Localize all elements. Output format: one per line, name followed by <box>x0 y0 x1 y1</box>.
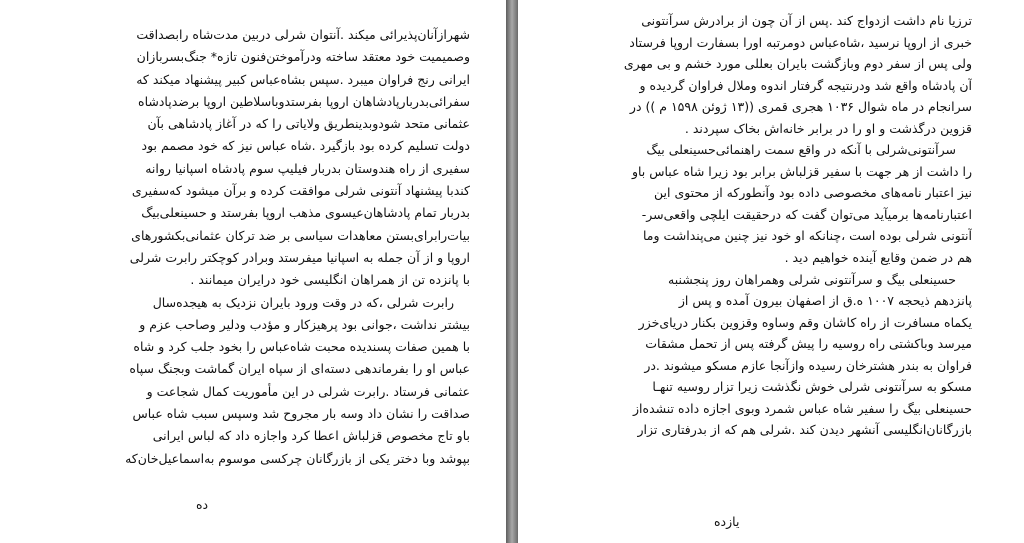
text-line: بدربار تمام پادشاهان‌عیسوی مذهب اروپا بفرستد و حسینعلی‌بیگ <box>141 205 470 221</box>
left-page-text <box>32 24 470 470</box>
right-page <box>518 0 1024 543</box>
text-line: ولی پس از سفر دوم وبازگشت بایران بعللی مورد خشم و بی مهری <box>623 56 972 72</box>
text-line: با همین صفات پسندیده محبت شاه‌عباس را بخود جلب کرد و شاه <box>133 339 470 355</box>
text-line: باو تاج مخصوص قزلباش اعطا کرد واجازه داد که لباس ایرانی <box>152 428 470 444</box>
text-line: نیز اعتبار نامه‌های مخصوصی داده بود وآنطورکه از محتوی این <box>654 185 972 201</box>
text-line: عثمانی فرستاد .رابرت شرلی در این مأموریت کمال شجاعت و <box>146 383 470 399</box>
text-line: کندبا پیشنهاد آنتونی شرلی موافقت کرده و برآن میشود که‌سفیری <box>131 183 470 199</box>
text-line: ایرانی رنج فراوان میبرد .سپس بشاه‌عباس کبیر پیشنهاد میکند که <box>136 71 470 87</box>
text-line: میرسد وباکشتی راه روسیه را پیش گرفته پس از تحمل مشقات <box>645 336 972 352</box>
text-line: صداقت را نشان داد وسه بار مجروح شد وسپس سبب شاه عباس <box>132 406 470 422</box>
text-line: مسکو به سرآنتونی شرلی خوش نگذشت زیرا تزار روسیه تنهـا <box>652 379 972 395</box>
text-line: بیشتر نداشت ،جوانی بود پرهیزکار و مؤدب ودلیر وصاحب عزم و <box>139 316 470 332</box>
text-line: با پانزده تن از همراهان انگلیسی خود درایران میمانند . <box>190 272 470 288</box>
text-line: عثمانی متحد شودوبدینطریق ولایاتی را که در آغاز پادشاهی بآن <box>147 116 470 132</box>
text-line: پانزدهم ذیحجه ۱۰۰۷ ه.ق از اصفهان بیرون آمده و پس از <box>678 293 972 309</box>
text-line: را داشت از هر جهت با سفیر قزلباش برابر بود زیرا شاه عباس باو <box>631 163 972 179</box>
text-line: سرآنتونی‌شرلی با آنکه در واقع سمت راهنمائی‌حسینعلی بیگ <box>646 142 956 158</box>
text-line: بپوشد وبا دختر یکی از بازرگانان چرکسی موسوم به‌اسماعیل‌خان‌که <box>125 450 470 466</box>
page-number: یازده <box>714 514 740 529</box>
text-line: قزوین درگذشت و او را در برابر خانه‌اش بخاک سپردند . <box>684 120 972 136</box>
text-line: ترزیا نام داشت ازدواج کند .پس از آن چون از برادرش سرآنتونی <box>641 13 972 28</box>
right-page-text <box>554 10 972 441</box>
text-line: رابرت شرلی ،که در وقت ورود بایران نزدیک به هیجده‌سال <box>152 294 454 310</box>
text-line: بیات‌رابرای‌بستن معاهدات سیاسی بر ضد ترکان عثمانی‌بکشورهای <box>131 227 470 243</box>
text-line: سفرائی‌بدربارپادشاهان اروپا بفرستدوباسلاطین اروپا برضدپادشاه <box>138 93 470 109</box>
text-line: شهرازآنان‌پذیرائی میکند .آنتوان شرلی دربین مدت‌شاه رابصداقت <box>136 27 470 42</box>
text-line: فراوان به بندر هشترخان رسیده وازآنجا عازم مسکو میشوند .در <box>644 357 972 373</box>
text-line: سفیری از راه هندوستان بدربار فیلیپ سوم پادشاه اسپانیا روانه <box>145 160 470 176</box>
text-line: خبری از اروپا نرسید ،شاه‌عباس دومرتبه اورا بسفارت اروپا فرستاد <box>629 34 972 50</box>
book-spine-divider <box>506 0 518 543</box>
page-number: ده <box>196 497 209 512</box>
text-line: حسینعلی بیگ را سفیر شاه عباس شمرد وبوی اجازه داده تنشده‌از <box>633 400 972 416</box>
text-line: اعتبارنامه‌ها برمیآید می‌توان گفت که درحقیقت ایلچی واقعی‌سر- <box>641 206 972 222</box>
text-line: وصمیمیت خود معتقد ساخته ودرآموختن‌فنون تازه* جنگ‌بسربازان <box>136 49 470 65</box>
text-line: حسینعلی بیگ و سرآنتونی شرلی وهمراهان روز پنجشنبه <box>668 271 956 287</box>
left-page <box>0 0 506 543</box>
text-line: آنتونی شرلی بوده است ،چنانکه او خود نیز چنین می‌پنداشت وما <box>643 228 972 244</box>
text-line: اروپا و از آن جمله به اسپانیا میفرستد وبرادر کوچکتر رابرت شرلی <box>129 249 470 265</box>
text-line: یکماه مسافرت از راه کاشان وقم وساوه وقزوین بکنار دریای‌خزر <box>638 314 972 330</box>
text-line: دولت تسلیم کرده بود بازگیرد .شاه عباس نیز که خود مصمم بود <box>141 138 470 154</box>
text-line: آن پادشاه واقع شد ودرنتیجه گرفتار اندوه وملال فراوان گردیده و <box>639 77 972 93</box>
text-line: هم در ضمن وقایع آینده خواهیم دید . <box>784 250 972 266</box>
text-line: بازرگانان‌انگلیسی آنشهر دیدن کند .شرلی هم که از بدرفتاری تزار <box>637 422 972 438</box>
text-line: عباس او را بفرماندهی دسته‌ای از سپاه ایران گماشت وبجنگ سپاه <box>129 361 470 377</box>
text-line: سرانجام در ماه شوال ۱۰۳۶ هجری قمری ((۱۳ ژوئن ۱۵۹۸ م )) در <box>629 99 972 115</box>
